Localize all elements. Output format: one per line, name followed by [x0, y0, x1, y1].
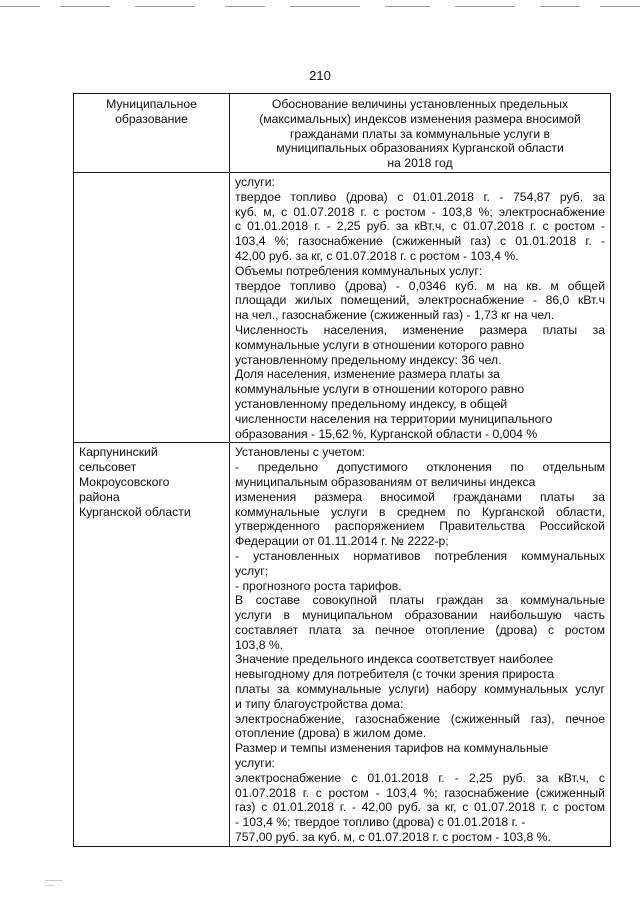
header-line: муниципальных образованиях Курганской области [276, 141, 564, 156]
header-justification [230, 94, 611, 173]
text-line: 103,4 %; газоснабжение (сжиженный газ) с 01.01.2018 г. - [235, 234, 605, 249]
municipality-name-line: района [79, 489, 120, 504]
text-line: Значение предельного индекса соответствует наиболее [235, 652, 554, 667]
text-line: 757,00 руб. за куб. м, с 01.07.2018 г. с ростом - 103,8 %. [235, 830, 551, 845]
header-line: Муниципальное [106, 97, 197, 111]
header-line: на 2018 год [387, 156, 453, 171]
text-line: невыгодному для потребителя (с точки зрения прироста [235, 667, 555, 682]
table-row [74, 172, 611, 442]
text-line: куб. м, с 01.07.2018 г. с ростом - 103,8 %; электроснабжение [235, 204, 605, 219]
text-line: установленному предельному индексу, в общей [235, 396, 508, 411]
municipality-name-line: Мокроусовского [79, 474, 170, 489]
text-line: образования - 15,62 %, Курганской области - 0,004 % [235, 426, 538, 441]
header-line: гражданами платы за коммунальные услуги в [289, 126, 551, 141]
text-line: - 103,4 %; твердое топливо (дрова) с 01.01.2018 г. - [235, 815, 526, 830]
text-line: изменения размера вносимой гражданами платы за [235, 489, 605, 504]
text-line: Размер и темпы изменения тарифов на коммунальные [235, 741, 549, 756]
text-line: численности населения на территории муниципального [235, 411, 553, 426]
scan-margin-mark [45, 880, 63, 881]
text-line: составляет плата за печное отопление (дрова) с ростом [235, 622, 605, 637]
text-line: 103,8 %. [235, 637, 284, 652]
justification-cell [230, 172, 611, 442]
text-line: услуг; [235, 563, 269, 578]
text-line: электроснабжение с 01.01.2018 г. - 2,25 руб. за кВт.ч, с [235, 770, 605, 785]
text-line: 42,00 руб. за кг, с 01.07.2018 г. с ростом - 103,4 %. [235, 248, 519, 263]
municipality-name-line: сельсовет [79, 460, 137, 475]
text-line: В составе совокупной платы граждан за коммунальные [235, 593, 605, 608]
text-line: площади жилых помещений, электроснабжение - 86,0 кВт.ч [235, 293, 605, 308]
text-line: газ) с 01.01.2018 г. - 42,00 руб. за кг, с 01.07.2018 г. с ростом [235, 800, 605, 815]
text-line: коммунальные услуги в среднем по Курганской области, [235, 504, 605, 519]
text-line: Доля населения, изменение размера платы за [235, 367, 500, 382]
text-line: услуги в муниципальном образовании наибольшую часть [235, 608, 605, 623]
text-line: коммунальные услуги в отношении которого равно [235, 382, 525, 397]
scan-edge-artifact [0, 6, 640, 7]
text-line: коммунальные услуги в отношении которого равно [235, 337, 525, 352]
text-line: услуги: [235, 174, 275, 189]
text-line: с 01.01.2018 г. - 2,25 руб. за кВт.ч, с 01.07.2018 г. с ростом - [235, 219, 605, 234]
municipality-name-line: Курганской области [79, 504, 191, 519]
text-line: установленному предельному индексу: 36 чел. [235, 352, 502, 367]
text-line: отопление (дрова) в жилом доме. [235, 726, 427, 741]
scan-margin-mark [44, 885, 54, 886]
text-line: и типу благоустройства дома: [235, 696, 404, 711]
text-line: твердое топливо (дрова) с 01.01.2018 г. - 754,87 руб. за [235, 189, 605, 204]
text-line: электроснабжение, газоснабжение (сжиженный газ), печное [235, 711, 605, 726]
table-row [74, 443, 611, 847]
page-number: 210 [309, 68, 331, 83]
text-line: Установлены с учетом: [235, 445, 365, 460]
justification-cell [230, 443, 611, 847]
text-line: - прогнозного роста тарифов. [235, 578, 402, 593]
text-line: муниципальным образованиям от величины индекса [235, 474, 536, 489]
table-header-row [74, 94, 611, 173]
header-line: образование [115, 111, 188, 126]
text-line: 01.07.2018 г. с ростом - 103,4 %; газоснабжение (сжиженный [235, 785, 605, 800]
text-line: Численность населения, изменение размера платы за [235, 322, 605, 337]
header-line: Обоснование величины установленных предельных [271, 97, 569, 111]
text-line: твердое топливо (дрова) - 0,0346 куб. м на кв. м общей [235, 278, 605, 293]
text-line: утвержденного распоряжением Правительства Российской [235, 519, 605, 534]
text-line: платы за коммунальные услуги) набору коммунальных услуг [235, 682, 605, 697]
text-line: - установленных нормативов потребления коммунальных [235, 548, 605, 563]
text-line: на чел., газоснабжение (сжиженный газ) - 1,73 кг на чел. [235, 308, 555, 323]
municipality-cell [74, 443, 230, 847]
text-line: - предельно допустимого отклонения по отдельным [235, 460, 605, 475]
municipality-cell [74, 172, 230, 442]
header-municipality [74, 94, 230, 173]
text-line: Объемы потребления коммунальных услуг: [235, 263, 483, 278]
justification-table [73, 93, 611, 847]
text-line: Федерации от 01.11.2014 г. № 2222-р; [235, 534, 449, 549]
municipality-name-line: Карпунинский [79, 445, 158, 460]
header-line: (максимальных) индексов изменения размера вносимой [259, 111, 581, 126]
text-line: услуги: [235, 756, 275, 771]
